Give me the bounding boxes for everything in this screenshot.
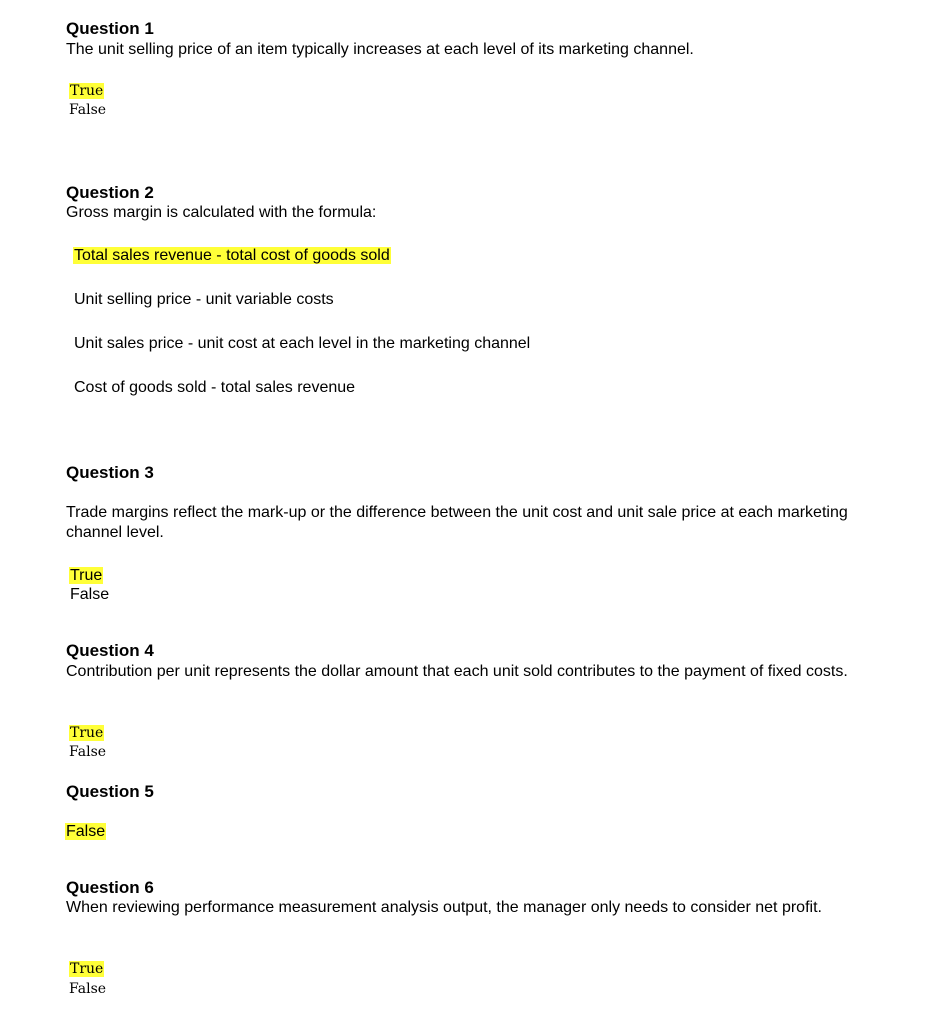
question-4-option-true	[69, 724, 104, 743]
question-1-option-false: False	[69, 102, 107, 118]
answer-highlight: False	[66, 823, 106, 840]
answer-highlight: Total sales revenue - total cost of goods sold	[74, 247, 390, 264]
question-2-option-a	[73, 246, 391, 266]
question-6-text: When reviewing performance measurement analysis output, the manager only needs to consider net profit.	[66, 899, 822, 916]
question-3-text: Trade margins reflect the mark-up or the difference between the unit cost and unit sale price at each marketing channel level.	[66, 504, 848, 541]
question-3-title: Question 3	[66, 463, 154, 482]
answer-highlight: True	[70, 567, 103, 584]
question-6-option-true	[69, 960, 104, 979]
question-3-option-true	[69, 566, 103, 586]
question-1-text: The unit selling price of an item typically increases at each level of its marketing channel.	[66, 41, 694, 58]
question-2-option-c: Unit sales price - unit cost at each level in the marketing channel	[74, 335, 531, 352]
question-2-option-b: Unit selling price - unit variable costs	[74, 291, 334, 308]
question-4-text: Contribution per unit represents the dollar amount that each unit sold contributes to the payment of fixed costs.	[66, 663, 848, 680]
question-1-title: Question 1	[66, 19, 154, 38]
question-1-option-true	[69, 82, 104, 101]
answer-highlight: True	[70, 725, 104, 741]
question-2-option-d: Cost of goods sold - total sales revenue	[74, 379, 356, 396]
answer-highlight: True	[70, 961, 104, 977]
question-3-option-false: False	[70, 586, 110, 603]
question-5-title: Question 5	[66, 782, 154, 801]
question-6-title: Question 6	[66, 878, 154, 897]
question-2-text: Gross margin is calculated with the formula:	[66, 204, 377, 221]
question-4-option-false: False	[69, 744, 107, 760]
answer-highlight: True	[70, 83, 104, 99]
question-5-option-false	[65, 822, 106, 842]
question-6-option-false: False	[69, 981, 107, 997]
question-4-title: Question 4	[66, 641, 154, 660]
question-2-title: Question 2	[66, 183, 154, 202]
